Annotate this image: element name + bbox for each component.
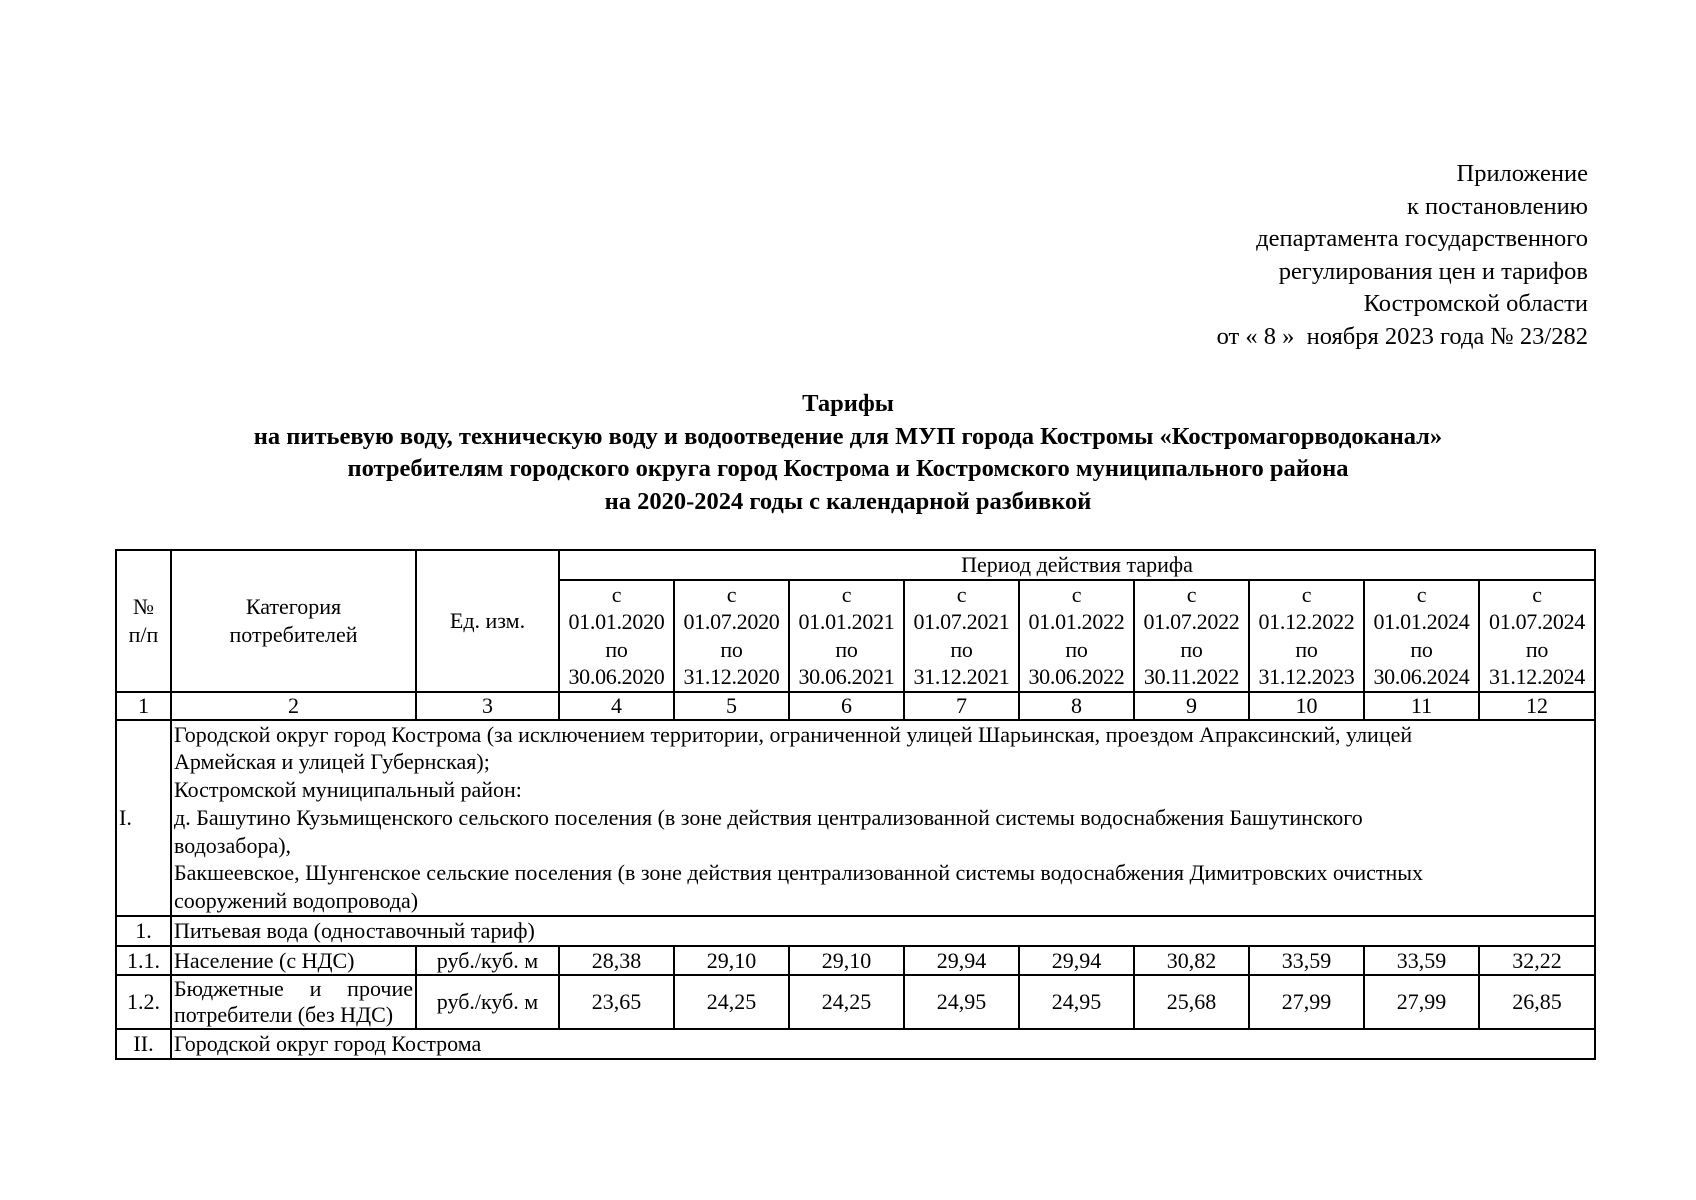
section-I-line: Бакшеевское, Шунгенское сельские поселения (в зоне действия централизованной системы водоснабжения Димитровских очистных bbox=[174, 860, 1424, 886]
row-category-line: Бюджетные и прочие bbox=[174, 976, 413, 1002]
period-from: 01.07.2022 bbox=[1143, 609, 1240, 634]
tariff-value: 30,82 bbox=[1134, 946, 1249, 976]
appendix-line: регулирования цен и тарифов bbox=[1278, 257, 1588, 285]
period-to: 31.12.2024 bbox=[1489, 664, 1586, 689]
title-line: Тарифы bbox=[802, 390, 894, 417]
column-number-5: 5 bbox=[674, 692, 789, 720]
period-from-word: с bbox=[726, 581, 737, 607]
section-I-num: I. bbox=[116, 720, 171, 917]
header-period-5 bbox=[1019, 580, 1134, 692]
section-I-row bbox=[116, 720, 1595, 917]
row-category-line: потребители (без НДС) bbox=[174, 1002, 394, 1028]
row-unit: руб./куб. м bbox=[416, 975, 559, 1029]
period-to: 31.12.2021 bbox=[913, 664, 1010, 689]
section-I-line: Костромской муниципальный район: bbox=[174, 777, 522, 803]
section-I-line: Армейская и улицей Губернская); bbox=[174, 749, 490, 775]
column-number-4: 4 bbox=[559, 692, 674, 720]
period-from-word: с bbox=[1071, 581, 1082, 607]
period-to-word: по bbox=[1180, 636, 1203, 662]
header-period-4 bbox=[904, 580, 1019, 692]
row-num: 1.1. bbox=[116, 946, 171, 976]
period-from: 01.01.2020 bbox=[568, 609, 665, 634]
header-period-2 bbox=[674, 580, 789, 692]
column-number-1: 1 bbox=[116, 692, 171, 720]
period-to: 31.12.2023 bbox=[1258, 664, 1355, 689]
tariff-value: 24,25 bbox=[674, 975, 789, 1029]
header-num-text: № п/п bbox=[128, 594, 159, 647]
period-from-word: с bbox=[956, 581, 967, 607]
title-line: на питьевую воду, техническую воду и водоотведение для МУП города Костромы «Костромагорводоканал» bbox=[253, 422, 1443, 450]
tariff-value: 28,38 bbox=[559, 946, 674, 976]
section-I-line: д. Башутино Кузьмищенского сельского поселения (в зоне действия централизованной системы водоснабжения Башутинского bbox=[174, 804, 1363, 830]
header-period-6 bbox=[1134, 580, 1249, 692]
tariff-value: 24,25 bbox=[789, 975, 904, 1029]
tariff-value: 24,95 bbox=[904, 975, 1019, 1029]
period-to: 30.11.2022 bbox=[1143, 664, 1240, 689]
header-period-8 bbox=[1364, 580, 1479, 692]
period-from: 01.12.2022 bbox=[1258, 609, 1355, 634]
period-to-word: по bbox=[1525, 636, 1549, 662]
period-to: 31.12.2020 bbox=[683, 664, 780, 689]
tariffs-table bbox=[115, 549, 1596, 1060]
tariff-value: 33,59 bbox=[1364, 946, 1479, 976]
header-unit: Ед. изм. bbox=[416, 550, 559, 692]
section-I-line: водозабора), bbox=[174, 832, 292, 858]
period-to: 30.06.2021 bbox=[798, 664, 895, 689]
title-line: на 2020-2024 годы с календарной разбивкой bbox=[604, 487, 1092, 515]
section-I-description bbox=[171, 720, 1595, 917]
row-category bbox=[171, 975, 416, 1029]
section-II-num: II. bbox=[116, 1029, 171, 1059]
header-category-text: Категория потребителей bbox=[229, 594, 358, 647]
section-II-label: Городской округ город Кострома bbox=[171, 1029, 1595, 1059]
period-from-word: с bbox=[1186, 581, 1197, 607]
period-to-word: по bbox=[835, 636, 858, 662]
period-from-word: с bbox=[1532, 581, 1542, 607]
tariff-value: 24,95 bbox=[1019, 975, 1134, 1029]
period-to-word: по bbox=[950, 636, 973, 662]
tariff-value: 27,99 bbox=[1364, 975, 1479, 1029]
period-to: 30.06.2020 bbox=[568, 664, 665, 689]
tariff-value: 29,10 bbox=[789, 946, 904, 976]
period-from-word: с bbox=[841, 581, 852, 607]
period-from: 01.07.2020 bbox=[683, 609, 780, 634]
column-number-3: 3 bbox=[416, 692, 559, 720]
period-to-word: по bbox=[1295, 636, 1318, 662]
subsection-1-label: Питьевая вода (одноставочный тариф) bbox=[171, 916, 1595, 946]
header-category bbox=[171, 550, 416, 692]
row-category: Население (с НДС) bbox=[171, 946, 416, 976]
period-from: 01.07.2021 bbox=[913, 609, 1010, 634]
subsection-1-row bbox=[116, 916, 1595, 946]
tariff-value: 25,68 bbox=[1134, 975, 1249, 1029]
appendix-line: Костромской области bbox=[1363, 290, 1588, 317]
appendix-block bbox=[1217, 158, 1588, 353]
tariff-value: 23,65 bbox=[559, 975, 674, 1029]
tariff-value: 29,94 bbox=[1019, 946, 1134, 976]
column-numbers-row bbox=[116, 692, 1595, 720]
appendix-line: к постановлению bbox=[1407, 192, 1588, 220]
column-number-11: 11 bbox=[1364, 692, 1479, 720]
tariff-value: 29,10 bbox=[674, 946, 789, 976]
appendix-date-number: от « 8 » ноября 2023 года № 23/282 bbox=[1216, 322, 1588, 350]
table-row bbox=[116, 975, 1595, 1029]
column-number-10: 10 bbox=[1249, 692, 1364, 720]
tariff-value: 26,85 bbox=[1479, 975, 1595, 1029]
column-number-6: 6 bbox=[789, 692, 904, 720]
header-period-9 bbox=[1479, 580, 1595, 692]
row-num: 1.2. bbox=[116, 975, 171, 1029]
section-II-row bbox=[116, 1029, 1595, 1059]
period-from-word: с bbox=[1301, 581, 1312, 607]
column-number-12: 12 bbox=[1479, 692, 1595, 720]
column-number-2: 2 bbox=[171, 692, 416, 720]
column-number-8: 8 bbox=[1019, 692, 1134, 720]
period-to: 30.06.2022 bbox=[1028, 664, 1125, 689]
table-row bbox=[116, 946, 1595, 976]
period-from-word: с bbox=[1416, 581, 1427, 607]
subsection-1-num: 1. bbox=[116, 916, 171, 946]
column-number-7: 7 bbox=[904, 692, 1019, 720]
tariff-value: 32,22 bbox=[1479, 946, 1595, 976]
period-to-word: по bbox=[1065, 636, 1088, 662]
period-to-word: по bbox=[720, 636, 743, 662]
appendix-line: департамента государственного bbox=[1256, 225, 1588, 252]
tariff-value: 33,59 bbox=[1249, 946, 1364, 976]
appendix-line: Приложение bbox=[1456, 160, 1588, 187]
section-I-line: сооружений водопровода) bbox=[174, 888, 419, 914]
period-from: 01.07.2024 bbox=[1489, 609, 1586, 634]
header-num bbox=[116, 550, 171, 692]
period-to: 30.06.2024 bbox=[1373, 664, 1470, 689]
tariff-value: 29,94 bbox=[904, 946, 1019, 976]
title-line: потребителям городского округа город Кострома и Костромского муниципального района bbox=[347, 455, 1349, 482]
header-row-top bbox=[116, 550, 1595, 580]
period-from-word: с bbox=[611, 581, 622, 607]
period-from: 01.01.2021 bbox=[798, 609, 895, 634]
header-period-1 bbox=[559, 580, 674, 692]
period-from: 01.01.2024 bbox=[1373, 609, 1470, 634]
period-to-word: по bbox=[605, 636, 628, 662]
header-period-title: Период действия тарифа bbox=[559, 550, 1595, 580]
header-period-7 bbox=[1249, 580, 1364, 692]
column-number-9: 9 bbox=[1134, 692, 1249, 720]
document-title bbox=[0, 388, 1696, 518]
period-to-word: по bbox=[1410, 636, 1433, 662]
tariff-value: 27,99 bbox=[1249, 975, 1364, 1029]
section-I-line: Городской округ город Кострома (за исключением территории, ограниченной улицей Шарьинская, проездом Апраксинский, улицей bbox=[174, 721, 1413, 747]
period-from: 01.01.2022 bbox=[1028, 609, 1125, 634]
header-period-3 bbox=[789, 580, 904, 692]
row-unit: руб./куб. м bbox=[416, 946, 559, 976]
